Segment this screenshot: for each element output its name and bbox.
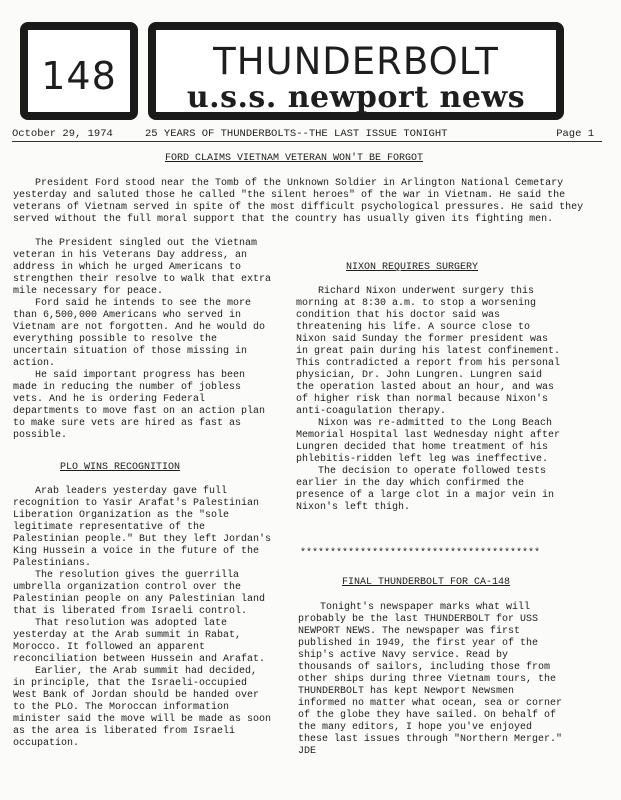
ford-headline: FORD CLAIMS VIETNAM VETERAN WON'T BE FORGOT [165,153,424,164]
masthead-subtitle: u.s.s. newport news [186,80,526,115]
ford-paragraph-1: The President singled out the Vietnam veteran in his Veterans Day address, an address in which he urged Americans to strengthen their resolve to walk that extra mile necessary for peace. [13,238,272,297]
masthead-title: THUNDERBOLT [213,40,499,83]
ford-paragraph-2: Ford said he intends to see the more than 6,500,000 Americans who served in Vietnam are not forgotten. And he would do everything possible to resolve the uncertain situation of those missing in action. [13,298,266,369]
ford-column [13,238,275,442]
plo-column [13,486,275,750]
issue-number-box [20,22,138,120]
nixon-headline: NIXON REQUIRES SURGERY [346,262,479,273]
masthead-title-box [148,22,564,120]
plo-paragraph-3: That resolution was adopted late yesterday at the Arab summit in Rabat, Morocco. It followed an apparent reconciliation between Hussein and Arafat. [13,618,266,665]
ford-lead [13,178,585,226]
nixon-column [296,286,564,514]
nixon-paragraph-1: Richard Nixon underwent surgery this morning at 8:30 a.m. to stop a worsening condition that his doctor said was threatening his life. A source close to Nixon said Sunday the former president was in great pain during his latest confinement. This contradicted a report from his personal physician, Dr. John Lungren. Lungren said the operation lasted about an hour, and was of higher risk than normal because Nixon's anti-coagulation therapy. [296,286,561,417]
final-headline: FINAL THUNDERBOLT FOR CA-148 [342,577,511,588]
plo-paragraph-4: Earlier, the Arab summit had decided, in principle, that the Israeli-occupied West Bank of Jordan should be handed over to the PLO. The Moroccan information minister said the move will be made as soon as the area is liberated from Israeli occupation. [13,666,272,749]
section-separator: **************************************** [300,548,541,559]
plo-headline: PLO WINS RECOGNITION [60,462,181,473]
dateline-page: Page 1 [556,128,594,140]
dateline-date: October 29, 1974 [12,128,113,140]
dateline [12,128,602,142]
issue-number: 148 [41,54,117,98]
nixon-paragraph-3: The decision to operate followed tests earlier in the day which confirmed the presence of a large clot in a major vein in Nixon's left thigh. [296,466,555,513]
plo-paragraph-2: The resolution gives the guerrilla umbrella organization control over the Palestinian people on any Palestinian land that is liberated from Israeli control. [13,570,266,617]
final-paragraph-1: Tonight's newspaper marks what will probably be the last THUNDERBOLT for USS NEWPORT NEWS. The newspaper was first published in 1949, the first year of the ship's active Navy service. Read by thousands of sailors, including those from other ships during three Vietnam tours, the THUNDERBOLT has kept Newport Newsmen informed no matter what ocean, sea or corner of the globe they have sailed. On behalf of the many editors, I hope you've enjoyed these last issues through "Northern Merger." JDE [298,602,563,757]
plo-paragraph-1: Arab leaders yesterday gave full recognition to Yasir Arafat's Palestinian Liberation Organization as the "sole legitimate representative of the Palestinian people." But they left Jordan's King Hussein a voice in the future of the Palestinians. [13,486,272,569]
final-column [298,602,564,758]
ford-lead-paragraph: President Ford stood near the Tomb of the Unknown Soldier in Arlington National Cemetary yesterday and saluted those he called "the silent heroes" of the war in Vietnam. He said the veterans of Vietnam served in spite of the most difficult psychological pressures. He said they served without the full moral support that the country has usually given its fighting men. [13,178,584,225]
dateline-banner: 25 YEARS OF THUNDERBOLTS--THE LAST ISSUE TONIGHT [145,128,448,140]
nixon-paragraph-2: Nixon was re-admitted to the Long Beach Memorial Hospital last Wednesday night after Lungren decided that home treatment of his phlebitis-ridden left leg was ineffective. [296,418,561,465]
ford-paragraph-3: He said important progress has been made in reducing the number of jobless vets. And he is ordering Federal departments to move fast on an action plan to make sure vets are hired as fast as possible. [13,370,266,441]
